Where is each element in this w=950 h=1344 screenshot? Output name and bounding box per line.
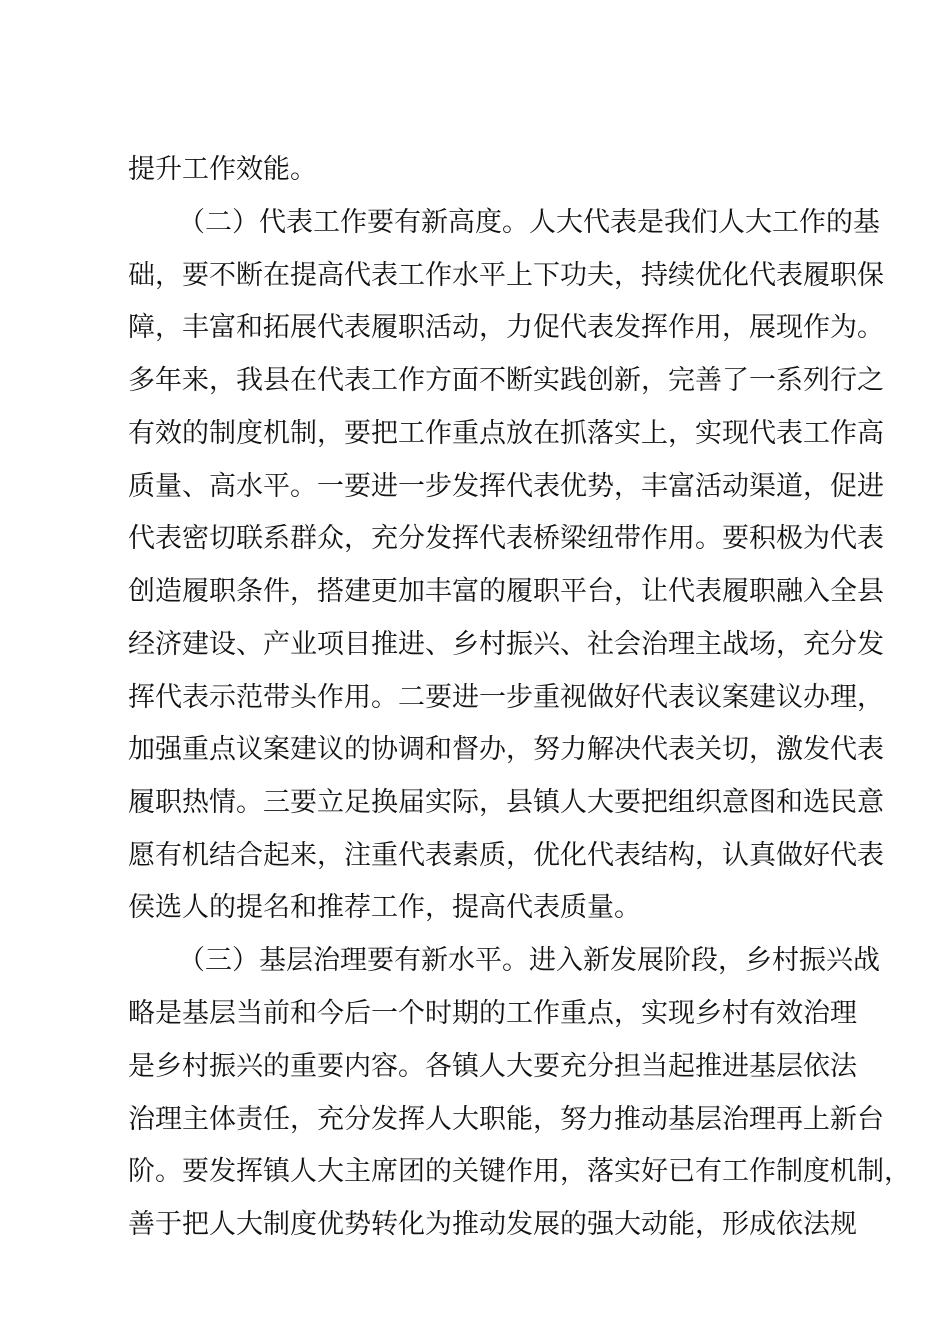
text-line: 提升工作效能。 — [128, 154, 317, 185]
text-line: 创造履职条件，搭建更加丰富的履职平台，让代表履职融入全县 — [128, 576, 884, 607]
text-line: 侯选人的提名和推荐工作，提高代表质量。 — [128, 892, 641, 923]
text-line: 代表密切联系群众，充分发挥代表桥梁纽带作用。要积极为代表 — [128, 523, 884, 554]
text-line: 履职热情。三要立足换届实际，县镇人大要把组织意图和选民意 — [128, 787, 884, 818]
text-line: 质量、高水平。一要进一步发挥代表优势，丰富活动渠道，促进 — [128, 471, 884, 502]
text-line: 略是基层当前和今后一个时期的工作重点，实现乡村有效治理 — [128, 998, 857, 1029]
text-line: 加强重点议案建议的协调和督办，努力解决代表关切，激发代表 — [128, 734, 884, 765]
text-line: 治理主体责任，充分发挥人大职能，努力推动基层治理再上新台 — [128, 1104, 884, 1135]
text-line: 善于把人大制度优势转化为推动发展的强大动能，形成依法规 — [128, 1209, 857, 1240]
text-line: 有效的制度机制，要把工作重点放在抓落实上，实现代表工作高 — [128, 418, 884, 449]
paragraph-heading-line: （三）基层治理要有新水平。进入新发展阶段，乡村振兴战 — [178, 945, 880, 976]
text-line: 挥代表示范带头作用。二要进一步重视做好代表议案建议办理， — [128, 682, 884, 713]
text-line: 经济建设、产业项目推进、乡村振兴、社会治理主战场，充分发 — [128, 629, 884, 660]
text-line: 是乡村振兴的重要内容。各镇人大要充分担当起推进基层依法 — [128, 1051, 857, 1082]
text-line: 多年来，我县在代表工作方面不断实践创新，完善了一系列行之 — [128, 365, 884, 396]
text-line: 阶。要发挥镇人大主席团的关键作用，落实好已有工作制度机制， — [128, 1156, 911, 1187]
text-line: 障，丰富和拓展代表履职活动，力促代表发挥作用，展现作为。 — [128, 312, 884, 343]
text-line: 愿有机结合起来，注重代表素质，优化代表结构，认真做好代表 — [128, 840, 884, 871]
text-line: 础，要不断在提高代表工作水平上下功夫，持续优化代表履职保 — [128, 260, 884, 291]
paragraph-heading-line: （二）代表工作要有新高度。人大代表是我们人大工作的基 — [178, 207, 880, 238]
